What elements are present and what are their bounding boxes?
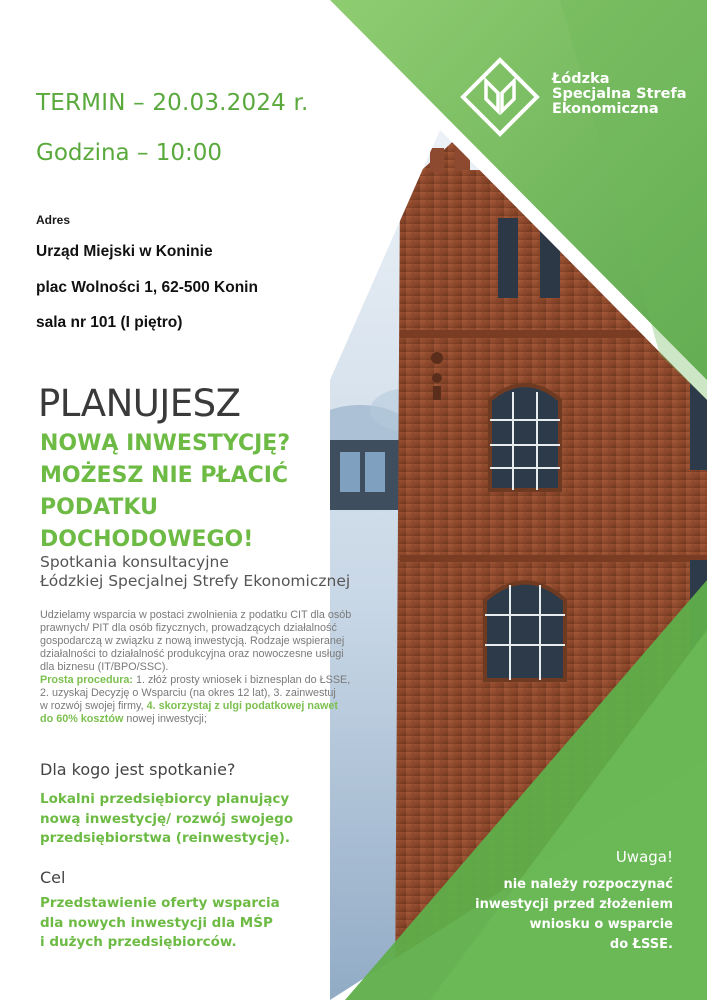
- event-date: TERMIN – 20.03.2024 r.: [36, 90, 309, 116]
- hero-headline: [40, 428, 340, 556]
- hero-subtitle: [40, 553, 350, 591]
- description-line: [40, 713, 380, 726]
- description-line: dla biznesu (IT/BPO/SSC).: [40, 661, 169, 673]
- notice-title: Uwaga!: [615, 848, 673, 866]
- goal-answer-line: dla nowych inwestycji dla MŚP: [40, 914, 273, 931]
- description-line: [40, 674, 380, 687]
- subtitle-line-2: Łódzkiej Specjalnej Strefy Ekonomicznej: [40, 572, 351, 590]
- procedure-step-4: 4. skorzystaj z ulgi podatkowej nawet: [146, 700, 338, 712]
- procedure-step-3: w rozwój swojej firmy,: [40, 700, 147, 712]
- audience-question: Dla kogo jest spotkanie?: [40, 760, 236, 779]
- subtitle-line-1: Spotkania konsultacyjne: [40, 553, 229, 571]
- audience-answer: [40, 790, 293, 849]
- goal-question: Cel: [40, 868, 66, 887]
- address-line-3: sala nr 101 (I piętro): [36, 314, 183, 331]
- notice-text: [475, 875, 673, 955]
- address-line-2: plac Wolności 1, 62-500 Konin: [36, 279, 258, 296]
- audience-answer-line: przedsiębiorstwa (reinwestycję).: [40, 830, 291, 846]
- hero-title: PLANUJESZ: [38, 382, 241, 425]
- goal-answer-line: i dużych przedsiębiorców.: [40, 934, 237, 950]
- logo-wordmark: [552, 72, 687, 117]
- goal-answer: [40, 894, 280, 953]
- headline-line: PODATKU: [40, 495, 158, 520]
- description-line: [40, 700, 380, 713]
- address-line-1: Urząd Miejski w Koninie: [36, 243, 213, 260]
- notice-line: wniosku o wsparcie: [529, 917, 673, 932]
- logo-line-3: Ekonomiczna: [552, 101, 659, 117]
- description-end: nowej inwestycji;: [123, 713, 207, 725]
- description-line: prawnych/ PIT dla osób fizycznych, prowadzących działalność: [40, 622, 337, 634]
- notice-line: nie należy rozpoczynać: [503, 877, 673, 892]
- procedure-step-1: 1. złóż prosty wniosek i biznesplan do ŁSSE,: [133, 674, 351, 686]
- procedure-label: Prosta procedura:: [40, 674, 133, 686]
- description-line: działalności to działalność produkcyjna oraz nowoczesne usługi: [40, 648, 344, 660]
- headline-line: MOŻESZ NIE PŁACIĆ: [40, 463, 289, 488]
- audience-answer-line: Lokalni przedsiębiorcy planujący: [40, 791, 290, 807]
- headline-line: NOWĄ INWESTYCJĘ?: [40, 431, 291, 456]
- goal-answer-line: Przedstawienie oferty wsparcia: [40, 895, 280, 911]
- cost-highlight: do 60% kosztów: [40, 713, 124, 725]
- event-time: Godzina – 10:00: [36, 140, 223, 166]
- logo-line-1: Łódzka: [552, 71, 610, 87]
- notice-line: inwestycji przed złożeniem: [475, 897, 673, 912]
- description-line: Udzielamy wsparcia w postaci zwolnienia z podatku CIT dla osób: [40, 609, 352, 621]
- description-line: gospodarczą w związku z nową inwestycją. Rodzaje wspieranej: [40, 635, 345, 647]
- description-line: 2. uzyskaj Decyzję o Wsparciu (na okres 12 lat), 3. zainwestuj: [40, 687, 336, 699]
- headline-line: DOCHODOWEGO!: [40, 527, 254, 552]
- address-label: Adres: [36, 213, 71, 227]
- description-text: [40, 609, 380, 726]
- logo-line-2: Specjalna Strefa: [552, 86, 687, 102]
- notice-line: do ŁSSE.: [609, 937, 673, 952]
- audience-answer-line: nową inwestycję/ rozwój swojego: [40, 810, 294, 827]
